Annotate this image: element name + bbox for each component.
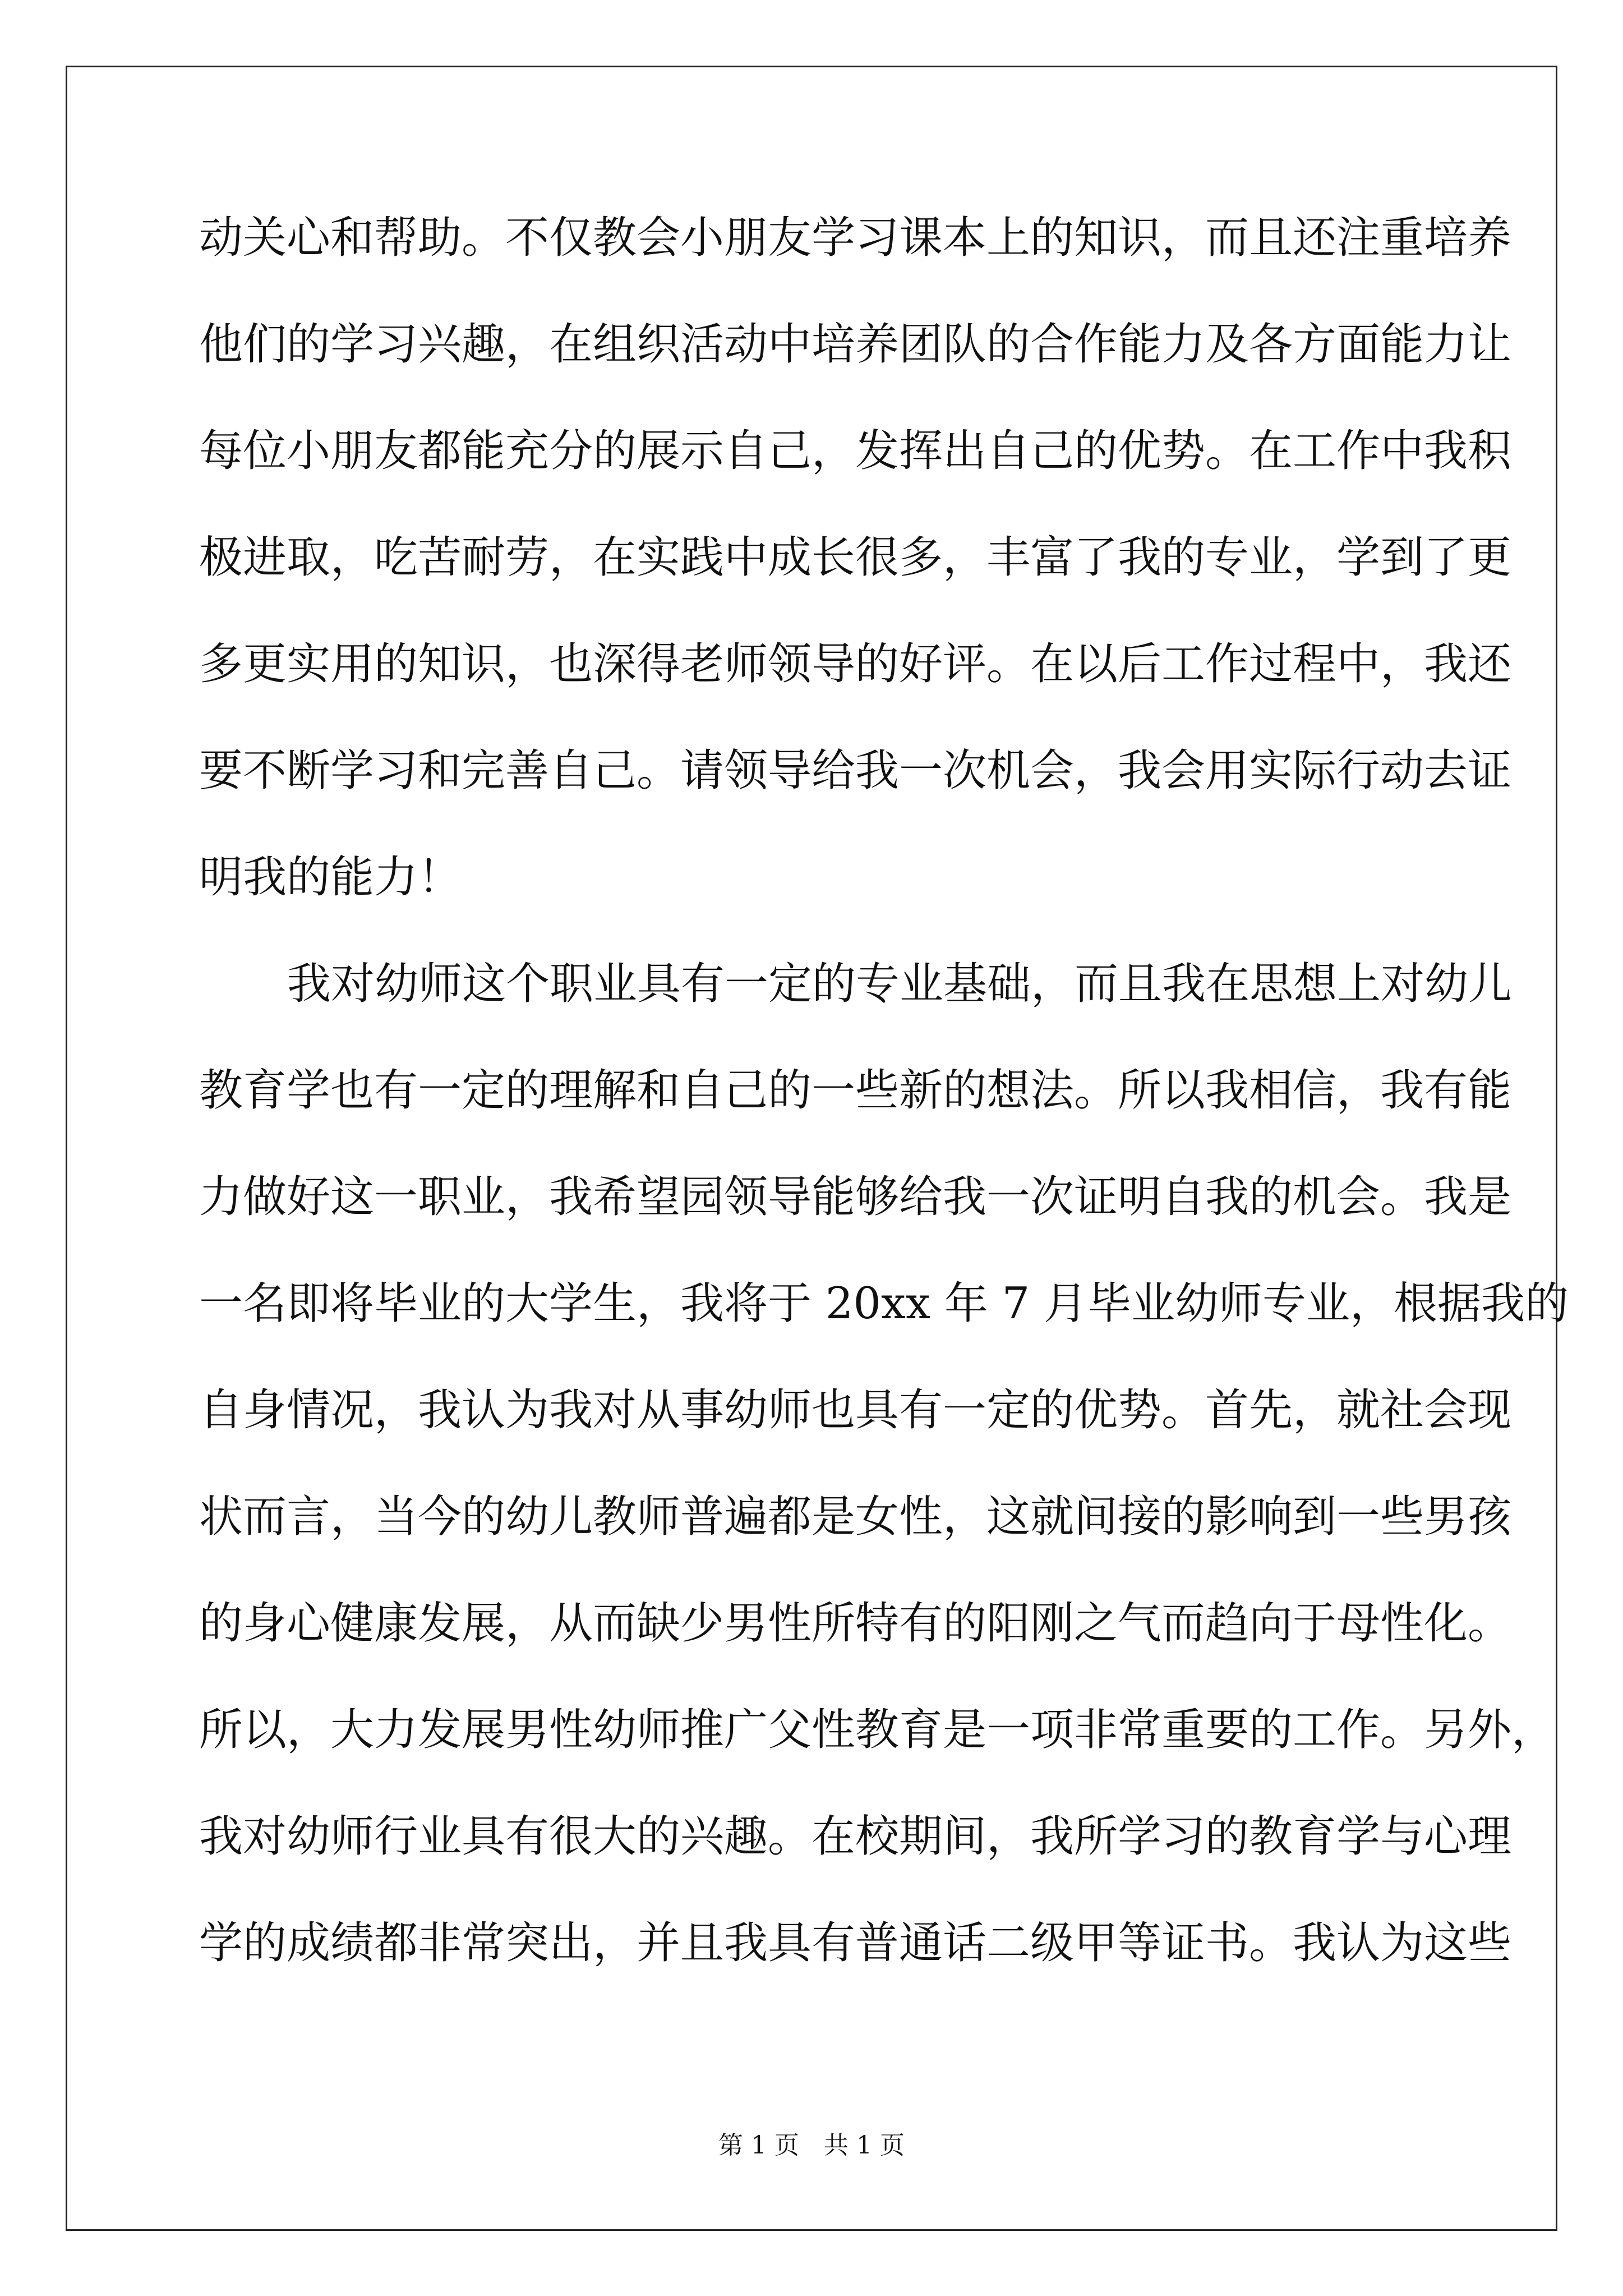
text-line: 所以，大力发展男性幼师推广父性教育是一项非常重要的工作。另外， — [199, 1705, 1556, 1755]
text-line: 的身心健康发展，从而缺少男性所特有的阳刚之气而趋向于母性化。 — [199, 1598, 1512, 1649]
page-number-footer: 第 1 页 共 1 页 — [718, 2131, 905, 2160]
text-line: 教育学也有一定的理解和自己的一些新的想法。所以我相信，我有能 — [199, 1065, 1512, 1116]
text-line: 自身情况，我认为我对从事幼师也具有一定的优势。首先，就社会现 — [199, 1385, 1512, 1435]
text-line: 多更实用的知识，也深得老师领导的好评。在以后工作过程中，我还 — [199, 639, 1512, 689]
text-line: 极进取，吃苦耐劳，在实践中成长很多，丰富了我的专业，学到了更 — [199, 532, 1512, 583]
text-line: 我对幼师行业具有很大的兴趣。在校期间，我所学习的教育学与心理 — [199, 1811, 1512, 1862]
text-line: 力做好这一职业，我希望园领导能够给我一次证明自我的机会。我是 — [199, 1172, 1512, 1222]
paragraph-first-line: 我对幼师这个职业具有一定的专业基础，而且我在思想上对幼儿 — [287, 959, 1513, 1009]
text-line: 要不断学习和完善自己。请领导给我一次机会，我会用实际行动去证 — [199, 746, 1512, 796]
text-line: 每位小朋友都能充分的展示自己，发挥出自己的优势。在工作中我积 — [199, 426, 1512, 476]
text-line: 状而言，当今的幼儿教师普遍都是女性，这就间接的影响到一些男孩 — [199, 1492, 1512, 1542]
text-line: 一名即将毕业的大学生，我将于 20xx 年 7 月毕业幼师专业，根据我的 — [199, 1278, 1569, 1329]
document-body — [199, 213, 1569, 2028]
text-line: 学的成绩都非常突出，并且我具有普通话二级甲等证书。我认为这些 — [199, 1918, 1512, 1968]
text-line: 动关心和帮助。不仅教会小朋友学习课本上的知识，而且还注重培养 — [199, 213, 1512, 263]
text-line: 他们的学习兴趣，在组织活动中培养团队的合作能力及各方面能力让 — [199, 319, 1512, 370]
text-line: 明我的能力！ — [199, 852, 462, 903]
